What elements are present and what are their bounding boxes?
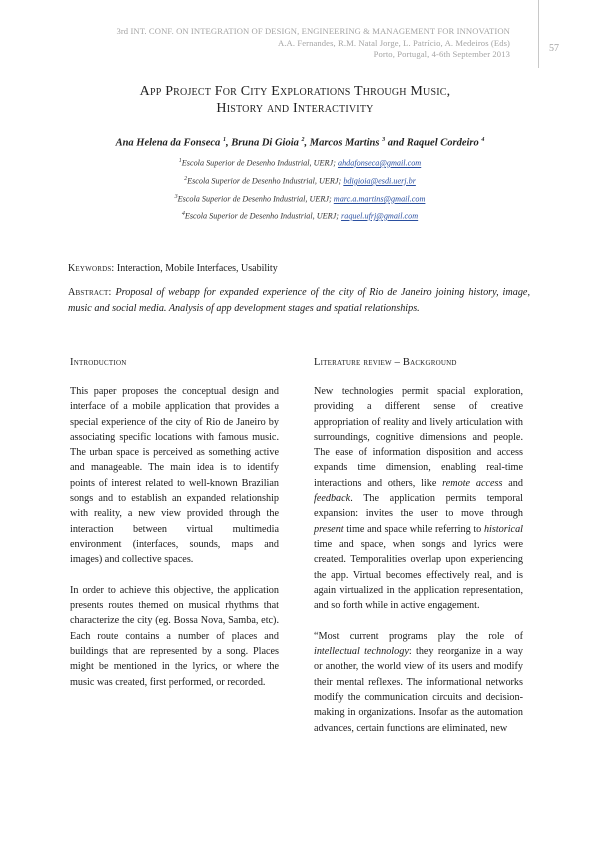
paper-title-line-2: History and Interactivity [216,101,374,116]
section-heading-introduction: Introduction [70,357,127,368]
email-link[interactable]: raquel.ufrj@gmail.com [341,211,419,221]
author-sup: 2 [301,137,305,143]
affiliation-sup: 2 [184,176,188,182]
affiliation-org: Escola Superior de Desenho Industrial, UERJ; [181,158,336,168]
author-list: Ana Helena da Fonseca $^1$, Bruna Di Gioia $^2$, Marcos Martins $^3$ and Raquel Cordeiro $^4$ [115,137,485,149]
abstract-text: Proposal of webapp for expanded experience of the city of Rio de Janeiro joining history, image, music and social media. Analysis of app development stages and spatial relationships. [68,287,531,314]
affiliation [40,194,560,204]
abstract-label: Abstract: [68,287,112,298]
paragraph: In order to achieve this objective, the application presents routes themed on musical rhythms that characterize the city (eg. Bossa Nova, Samba, etc). Each route contains a number of places and buildings that are represented by a song. Places might be mentioned in the lyrics, or where the music was created, first performed, or recorded. [70,584,279,688]
author-name: Bruna Di Gioia [231,137,299,149]
author-sup: 1 [222,137,226,143]
affiliation-sup: 4 [181,211,185,217]
affiliation [40,211,560,221]
page-number: 57 [549,43,559,54]
keywords [68,263,278,274]
conference-location-date: Porto, Portugal, 4-6th September 2013 [373,49,510,60]
paragraph: New technologies permit spacial exploration, providing a different sense of creative appropriation of reality and lively articulation with surroundings, cognitive dimensions and people. The ease of information disposition and access expands time dimension, enabling real-time interactions and others, like remote access and feedback. The application permits temporal expansion: invites the user to move through present time and space while referring to historical time and space, when songs and lyrics were created. Temporalities overlap upon experiencing the app. Virtual becomes effectively real, and is again virtualized in the application representation, and so forth while in active engagement. [314,386,523,612]
conference-name: 3rd INT. CONF. ON INTEGRATION OF DESIGN, ENGINEERING & MANAGEMENT FOR INNOVATION [116,26,510,36]
author-sup: 3 [382,137,386,143]
header-divider [538,0,539,68]
author-name: Raquel Cordeiro [406,137,479,149]
paragraph: This paper proposes the conceptual design and interface of a mobile application that provides a special experience of the city of Rio de Janeiro by associating specific locations with famous music. The urban space is perceived as something active and manageable. The main idea is to identify points of interest related to well-known Brazilian songs and to establish an expanded relationship with reality, a new view provided through the interaction between virtual multimedia environment (interfaces, sounds, maps and images) and collective spaces. [70,386,279,566]
conference-editors: A.A. Fernandes, R.M. Natal Jorge, L. Patrício, A. Medeiros (Eds) [277,37,510,48]
paper-title-line-1: App Project For City Explorations Through Music, [139,84,451,99]
paragraph: “Most current programs play the role of intellectual technology: they reorganize in a way or another, the world view of its users and modify their mental reflexes. The informational networks modify the communication circuits and decision-making in organizations. Insofar as the automation advances, certain functions are eliminated, new [314,630,523,734]
right-column [314,384,523,751]
email-link[interactable]: marc.a.martins@gmail.com [333,194,426,204]
affiliation-org: Escola Superior de Desenho Industrial, UERJ; [184,211,339,221]
keywords-label: Keywords: [68,263,115,274]
affiliation-sup: 1 [178,158,182,164]
affiliation-org: Escola Superior de Desenho Industrial, UERJ; [177,194,332,204]
section-heading-literature-review: Literature review – Background [314,357,457,368]
abstract [68,285,530,316]
conference-header [50,26,510,61]
affiliation [40,158,560,168]
author-sup: 4 [481,137,485,143]
left-column [70,384,279,705]
author-name: Marcos Martins [309,137,380,149]
affiliation [40,176,560,186]
author-name: Ana Helena da Fonseca [115,137,221,149]
email-link[interactable]: ahdafonseca@gmail.com [337,158,422,168]
email-link[interactable]: bdigioia@esdi.uerj.br [343,176,416,186]
affiliation-sup: 3 [174,194,178,200]
keywords-text: Interaction, Mobile Interfaces, Usability [116,263,278,274]
affiliation-org: Escola Superior de Desenho Industrial, UERJ; [187,176,342,186]
